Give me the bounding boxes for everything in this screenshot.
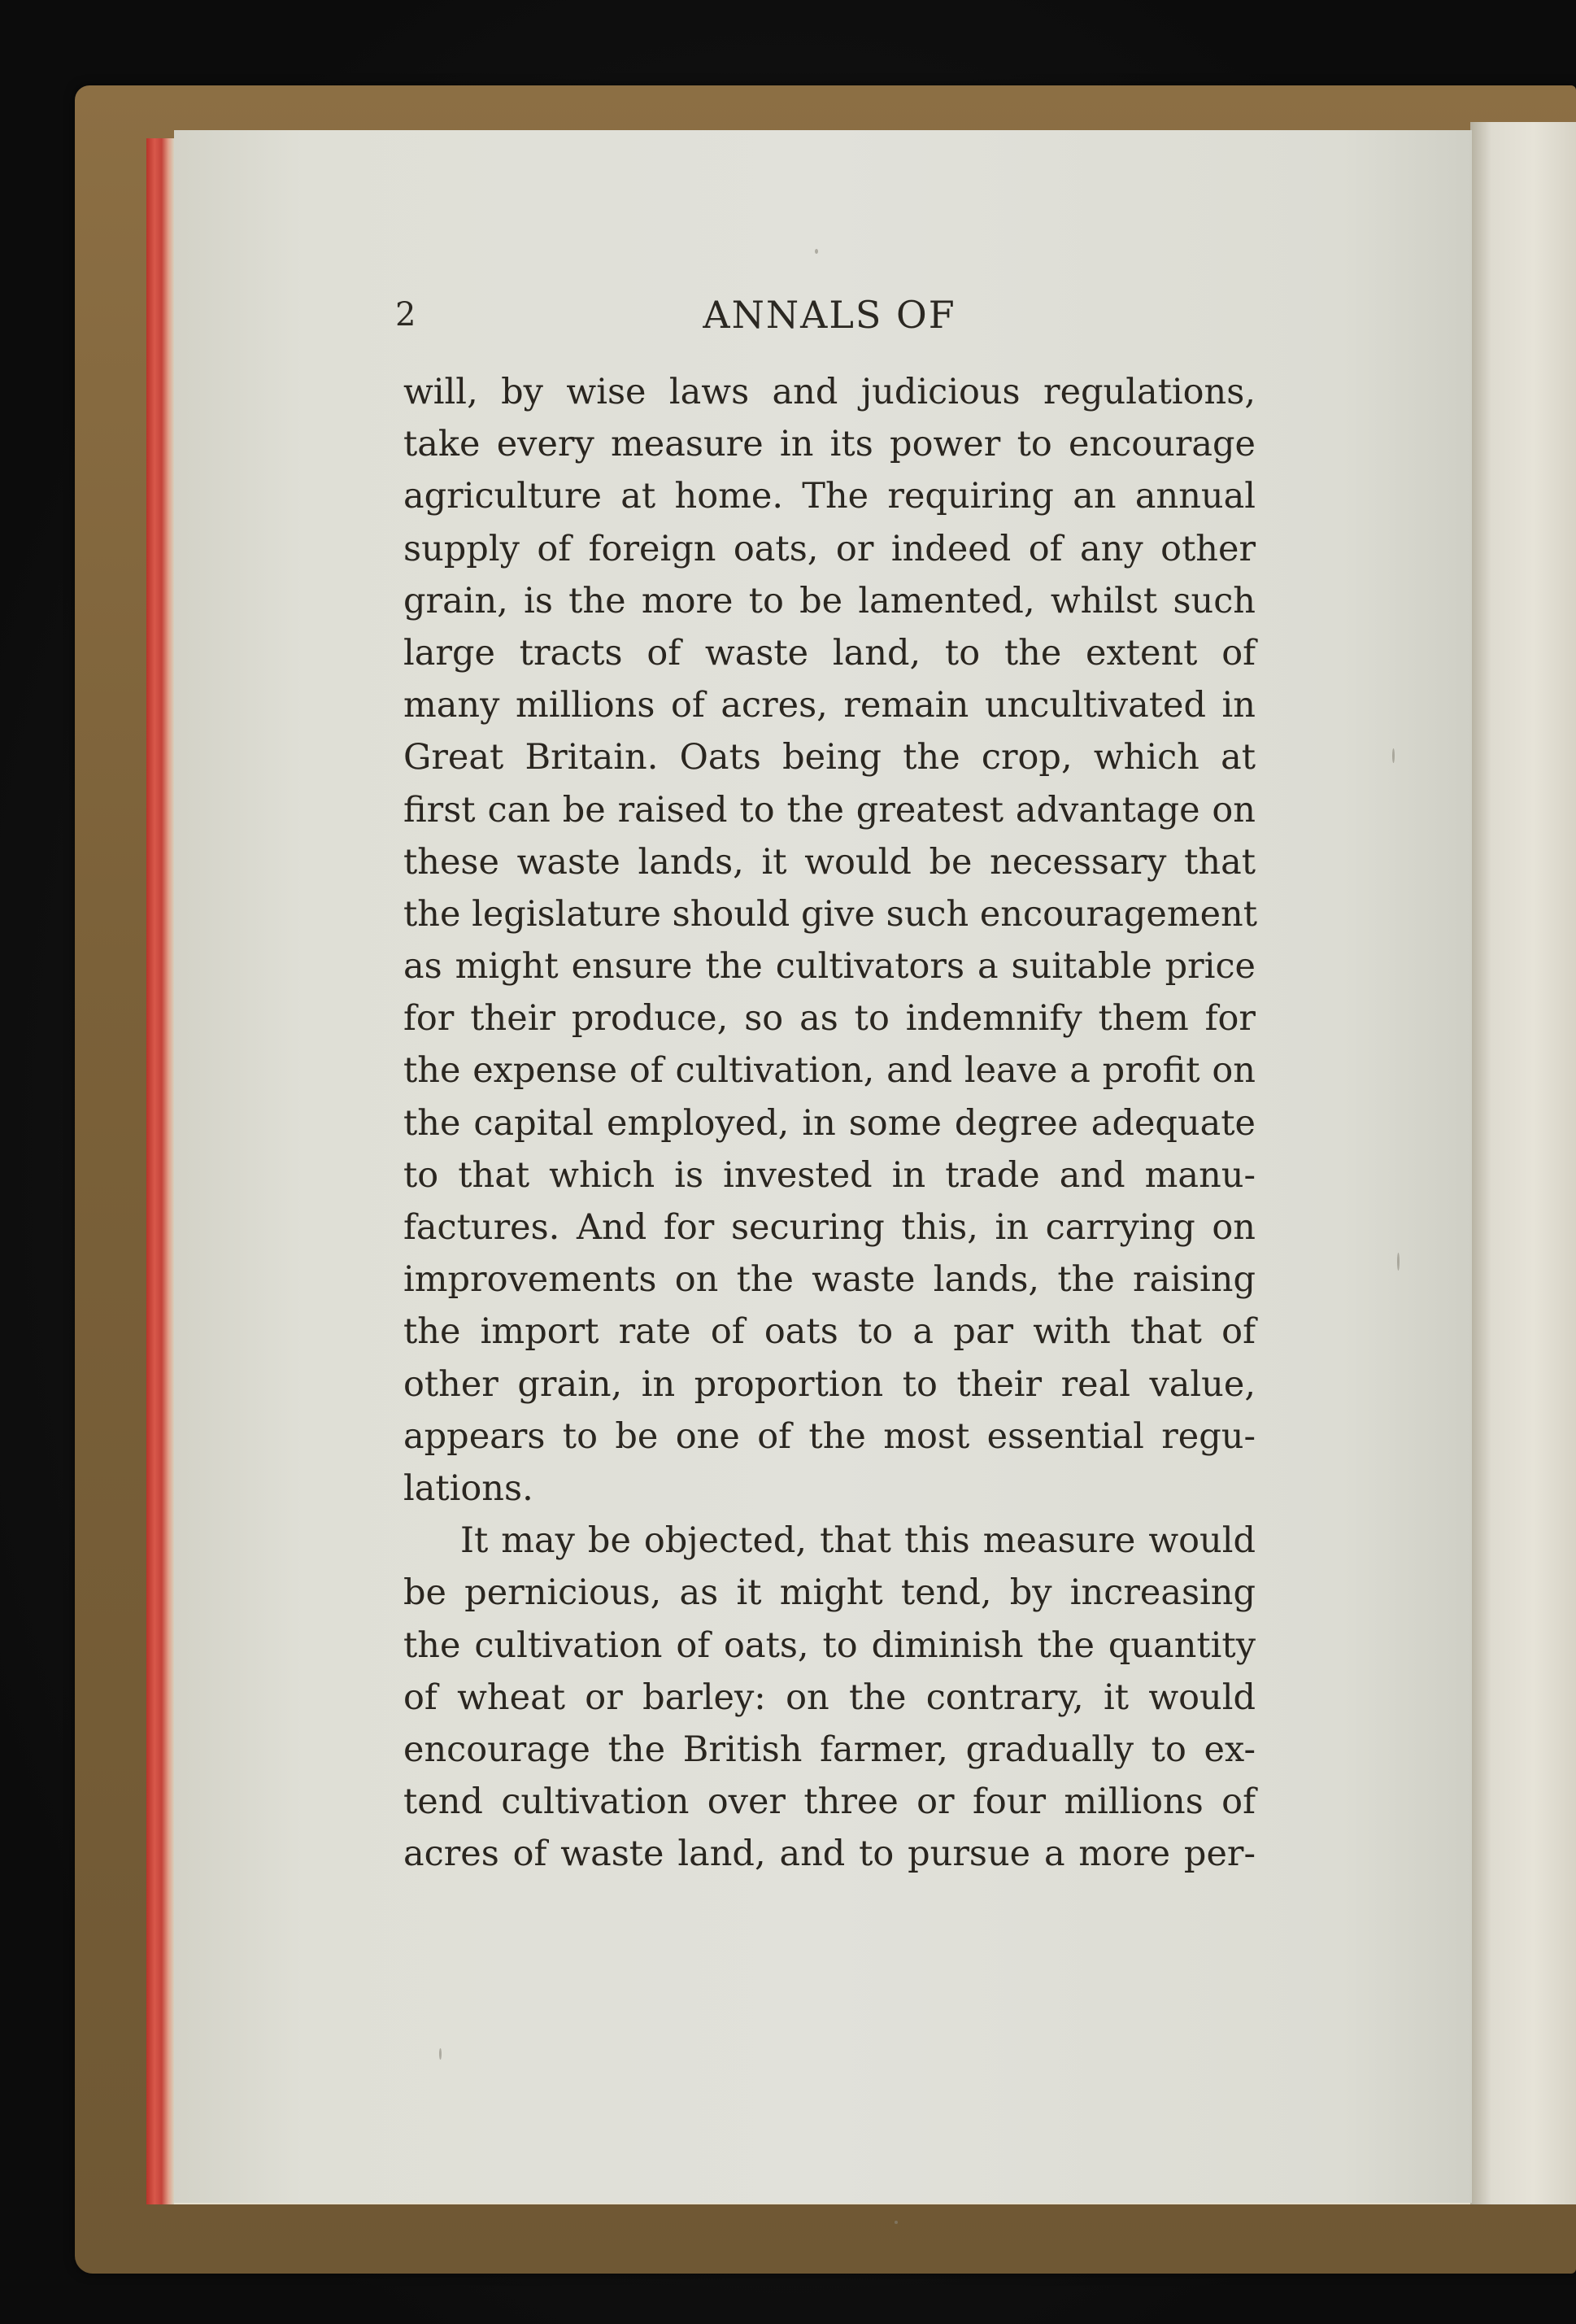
text-line: acres of waste land, and to pursue a more per- xyxy=(403,1833,1256,1875)
body-text xyxy=(403,366,1256,1880)
text-line: supply of foreign oats, or indeed of any other xyxy=(403,528,1256,569)
text-line: appears to be one of the most essential regu- xyxy=(403,1415,1256,1457)
running-head: ANNALS OF xyxy=(703,293,956,337)
text-line: as might ensure the cultivators a suitable price xyxy=(403,946,1256,988)
text-line: these waste lands, it would be necessary that xyxy=(403,841,1256,883)
text-line: the expense of cultivation, and leave a profit on xyxy=(403,1050,1256,1092)
text-line: for their produce, so as to indemnify them for xyxy=(403,998,1256,1040)
text-line: grain, is the more to be lamented, whilst such xyxy=(403,580,1256,621)
paper-speck xyxy=(815,249,818,254)
text-line: Great Britain. Oats being the crop, which at xyxy=(403,737,1256,778)
text-line: be pernicious, as it might tend, by increasing xyxy=(403,1572,1256,1614)
text-line: agriculture at home. The requiring an annual xyxy=(403,476,1256,517)
paper-speck xyxy=(895,2221,898,2224)
page-number: 2 xyxy=(395,296,416,334)
text-line: encourage the British farmer, gradually to ex- xyxy=(403,1729,1256,1770)
text-line: will, by wise laws and judicious regulations, xyxy=(403,372,1256,412)
text-line: the cultivation of oats, to diminish the quantity xyxy=(403,1624,1256,1666)
text-line: other grain, in proportion to their real value, xyxy=(403,1363,1256,1405)
text-line: large tracts of waste land, to the extent of xyxy=(403,632,1256,674)
text-line: tend cultivation over three or four millions of xyxy=(403,1781,1256,1823)
page-header xyxy=(382,293,1277,342)
text-line: the legislature should give such encouragement xyxy=(403,893,1258,935)
text-line: improvements on the waste lands, the raising xyxy=(403,1259,1256,1301)
text-line: the import rate of oats to a par with that of xyxy=(403,1311,1256,1353)
paper-speck xyxy=(1392,748,1395,763)
text-line: the capital employed, in some degree adequate xyxy=(403,1102,1256,1144)
text-line: to that which is invested in trade and manu- xyxy=(403,1154,1256,1196)
paper-speck xyxy=(1397,1253,1400,1271)
text-line: factures. And for securing this, in carrying on xyxy=(403,1207,1256,1248)
text-line: It may be objected, that this measure would xyxy=(460,1520,1256,1562)
paper-speck xyxy=(439,2048,442,2060)
text-line: lations. xyxy=(403,1467,533,1509)
text-line: take every measure in its power to encourage xyxy=(403,424,1256,465)
text-line: many millions of acres, remain uncultivated in xyxy=(403,685,1256,726)
red-page-edges xyxy=(146,138,174,2204)
text-line: of wheat or barley: on the contrary, it would xyxy=(403,1677,1256,1718)
text-line: first can be raised to the greatest advantage on xyxy=(403,789,1256,831)
facing-page-edge xyxy=(1470,122,1576,2204)
